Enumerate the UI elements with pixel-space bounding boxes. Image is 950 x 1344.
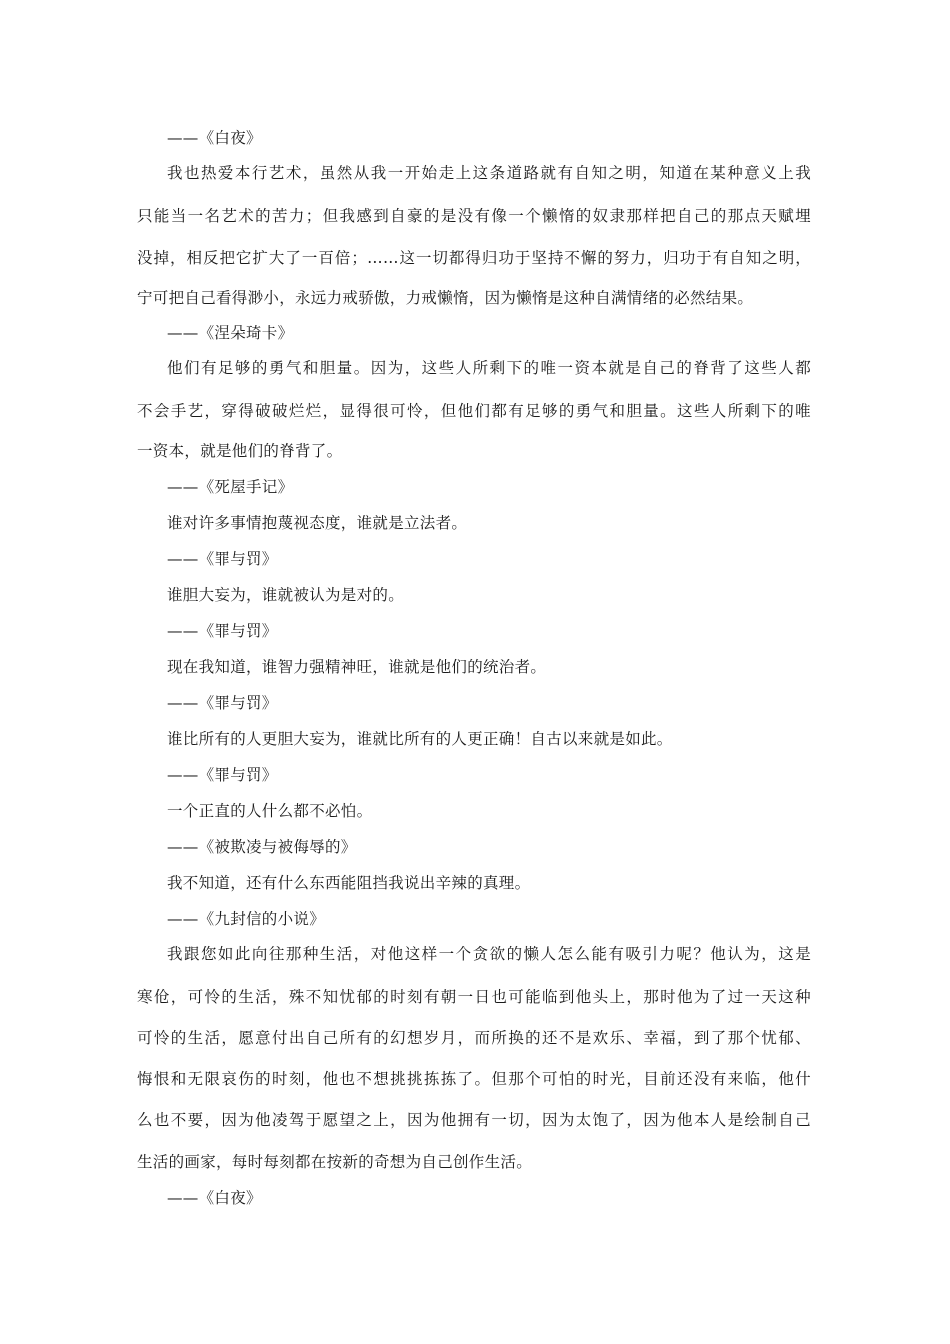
attribution-line: ——《九封信的小说》 <box>167 910 326 928</box>
quote-line: 生活的画家，每时每刻都在按新的奇想为自己创作生活。 <box>137 1153 533 1171</box>
quote-line: 寒伧，可怜的生活，殊不知忧郁的时刻有朝一日也可能临到他头上，那时他为了过一天这种 <box>137 988 811 1006</box>
quote-line: 我不知道，还有什么东西能阻挡我说出辛辣的真理。 <box>167 874 531 892</box>
attribution-line: ——《罪与罚》 <box>167 622 278 640</box>
attribution-line: ——《涅朵琦卡》 <box>167 324 294 342</box>
attribution-line: ——《白夜》 <box>167 129 262 147</box>
attribution-line: ——《罪与罚》 <box>167 766 278 784</box>
attribution-line: ——《罪与罚》 <box>167 550 278 568</box>
quote-line: 一个正直的人什么都不必怕。 <box>167 802 373 820</box>
attribution-line: ——《白夜》 <box>167 1189 262 1207</box>
attribution-line: ——《罪与罚》 <box>167 694 278 712</box>
attribution-line: ——《被欺凌与被侮辱的》 <box>167 838 357 856</box>
quote-line: 悔恨和无限哀伤的时刻，他也不想挑挑拣拣了。但那个可怕的时光，目前还没有来临，他什 <box>137 1070 811 1088</box>
quote-line: 没掉，相反把它扩大了一百倍；……这一切都得归功于坚持不懈的努力，归功于有自知之明， <box>137 249 811 267</box>
quote-line: 谁对许多事情抱蔑视态度，谁就是立法者。 <box>167 514 468 532</box>
quote-line: 我跟您如此向往那种生活，对他这样一个贪欲的懒人怎么能有吸引力呢？他认为，这是 <box>167 945 811 963</box>
quote-line: 我也热爱本行艺术，虽然从我一开始走上这条道路就有自知之明，知道在某种意义上我 <box>167 164 811 182</box>
quote-line: 宁可把自己看得渺小，永远力戒骄傲，力戒懒惰，因为懒惰是这种自满情绪的必然结果。 <box>137 289 754 307</box>
quote-line: 不会手艺，穿得破破烂烂，显得很可怜，但他们都有足够的勇气和胆量。这些人所剩下的唯 <box>137 402 811 420</box>
attribution-line: ——《死屋手记》 <box>167 478 294 496</box>
quote-line: 现在我知道，谁智力强精神旺，谁就是他们的统治者。 <box>167 658 547 676</box>
quote-line: 一资本，就是他们的脊背了。 <box>137 442 343 460</box>
quote-line: 谁胆大妄为，谁就被认为是对的。 <box>167 586 405 604</box>
quote-line: 么也不要，因为他凌驾于愿望之上，因为他拥有一切，因为太饱了，因为他本人是绘制自己 <box>137 1111 811 1129</box>
quote-line: 只能当一名艺术的苦力；但我感到自豪的是没有像一个懒惰的奴隶那样把自己的那点天赋埋 <box>137 207 811 225</box>
quote-line: 他们有足够的勇气和胆量。因为，这些人所剩下的唯一资本就是自己的脊背了这些人都 <box>167 359 811 377</box>
quote-line: 可怜的生活，愿意付出自己所有的幻想岁月，而所换的还不是欢乐、幸福，到了那个忧郁、 <box>137 1029 811 1047</box>
quote-line: 谁比所有的人更胆大妄为，谁就比所有的人更正确！自古以来就是如此。 <box>167 730 673 748</box>
